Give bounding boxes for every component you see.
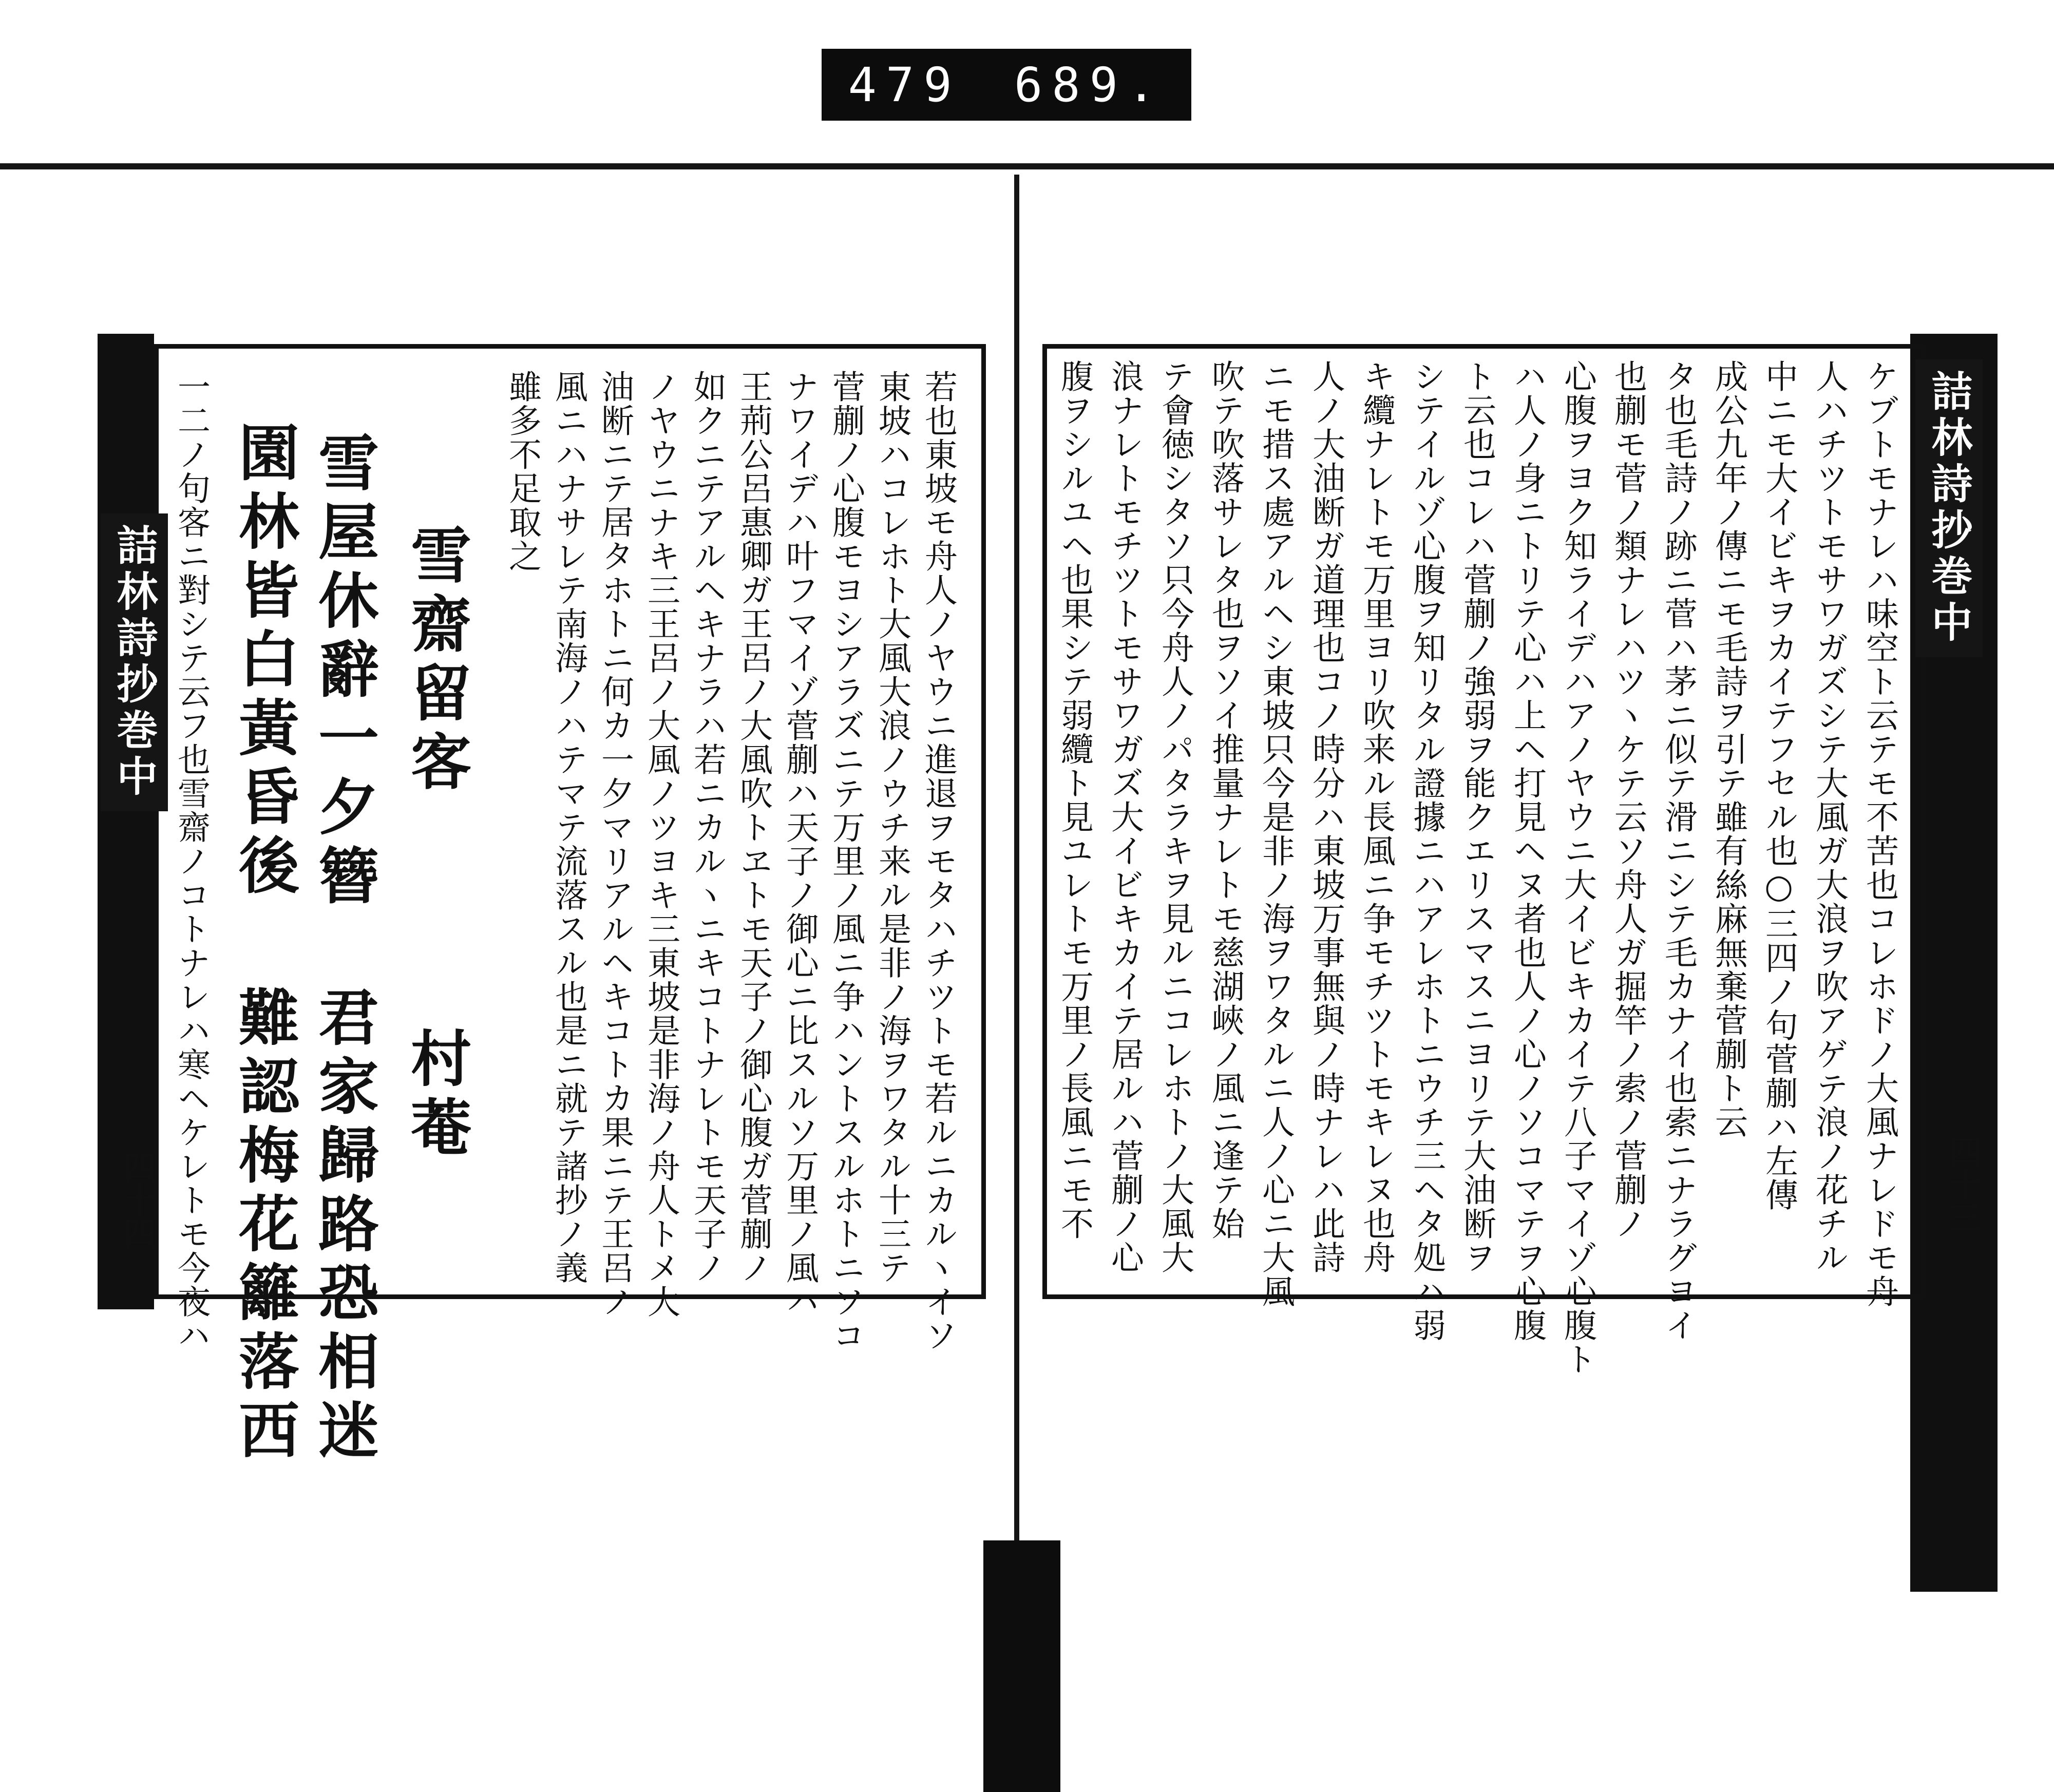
left-commentary-col-2: 東坡ハコレホト大風大浪ノウチ来ル是非ノ海ヲワタル十三テ — [873, 370, 911, 1285]
right-commentary-col-7: 心腹ヲヨク知ライデハアノヤウニ大イビキカイテ八子マイゾ心腹ト — [1558, 359, 1596, 1376]
poem-line-3: 君家歸路恐相迷 — [308, 986, 379, 1467]
catalog-label — [822, 49, 1191, 121]
right-commentary-col-5: タ也毛詩ノ跡ニ菅ハ茅ニ似テ滑ニシテ毛カナイ也索ニナラグヨイ — [1659, 359, 1697, 1342]
right-commentary-col-9: ト云也コレハ菅蒯ノ強弱ヲ能クエリスマスニヨリテ大油断ヲ — [1458, 359, 1496, 1274]
poem-author: 村菴 — [401, 1027, 472, 1165]
top-rule — [0, 163, 2054, 169]
left-commentary-after: 一二ノ句客ニ對シテ云フ也雪齋ノコトナレハ寒ヘケレトモ今夜ハ — [172, 370, 210, 1352]
poem-line-2: 園林皆白黃昏後 — [229, 421, 300, 903]
left-commentary-col-4: ナワイデハ叶フマイゾ菅蒯ハ天子ノ御心ニ比スルソ万里ノ風ハ — [781, 370, 819, 1319]
left-commentary-col-10: 雖多不足取之 — [503, 370, 541, 573]
right-commentary-col-14: 吹テ吹落サレタ也ヲソイ推量ナレトモ慈湖峽ノ風ニ逢テ始 — [1206, 359, 1244, 1241]
right-title-strip: 詰林詩抄巻中 — [1915, 359, 1983, 657]
left-commentary-col-7: ノヤウニナキ三王呂ノ大風ノツヨキ三東坡是非海ノ舟人トメ大 — [642, 370, 680, 1319]
poem-line-4: 難認梅花籬落西 — [229, 986, 300, 1467]
right-commentary-col-12: 人ノ大油断ガ道理也コノ時分ハ東坡万事無與ノ時ナレハ此詩 — [1307, 359, 1345, 1274]
right-folio: 四十三 — [1943, 1135, 1982, 1233]
right-commentary-col-13: ニモ措ス處アルヘシ東坡只今是非ノ海ヲワタルニ人ノ心ニ大風 — [1257, 359, 1295, 1308]
right-commentary-col-1: ケブトモナレハ味空ト云テモ不苦也コレホドノ大風ナレドモ舟 — [1860, 359, 1898, 1308]
left-commentary-col-5: 王荊公呂惠卿ガ王呂ノ大風吹トヱトモ天子ノ御心腹ガ菅蒯ノ — [734, 370, 772, 1285]
right-commentary-col-2: 人ハチツトモサワガズシテ大風ガ大浪ヲ吹アゲテ浪ノ花チル — [1810, 359, 1848, 1274]
poem-title: 雪齋留客 — [401, 524, 472, 799]
left-commentary-col-9: 風ニハナサレテ南海ノハテマテ流落スル也是ニ就テ諸抄ノ義 — [549, 370, 587, 1285]
left-commentary-col-6: 如クニテアルヘキナラハ若ニカルヽニキコトナレトモ天子ノ — [688, 370, 726, 1285]
left-folio: 四十四 — [118, 1150, 156, 1249]
catalog-number-left: 479 — [848, 57, 961, 112]
right-commentary-col-4: 成公九年ノ傳ニモ毛詩ヲ引テ雖有絲麻無棄菅蒯ト云 — [1709, 359, 1747, 1139]
spine-shadow — [983, 1540, 1060, 1792]
right-commentary-col-17: 腹ヲシルユヘ也果シテ弱纜ト見ユレトモ万里ノ長風ニモ不 — [1055, 359, 1093, 1241]
left-commentary-col-3: 菅蒯ノ心腹モヨシアラズニテ万里ノ風ニ争ハントスルホトニソコ — [827, 370, 865, 1352]
left-title-strip: 詰林詩抄巻中 — [101, 513, 168, 811]
right-commentary-col-10: シテイルゾ心腹ヲ知リタル證據ニハアレホトニウチ三ヘタ処ハ弱 — [1408, 359, 1446, 1342]
right-commentary-col-11: キ纜ナレトモ万里ヨリ吹来ル長風ニ争モチツトモキレヌ也舟 — [1357, 359, 1395, 1274]
left-commentary-col-8: 油断ニテ居タホトニ何カ一夕マリアルヘキコトカ果ニテ王呂ノ — [596, 370, 634, 1319]
right-commentary-col-8: ハ人ノ身ニトリテ心ハ上ヘ打見ヘヌ者也人ノ心ノソコマテヲ心腹 — [1508, 359, 1546, 1342]
poem-line-1: 雪屋休辭一夕簪 — [308, 431, 379, 913]
right-commentary-col-15: テ會徳シタソ只今舟人ノパタラキヲ見ルニコレホトノ大風大 — [1156, 359, 1194, 1274]
right-commentary-col-3: 中ニモ大イビキヲカイテフセル也○三四ノ句菅蒯ハ左傳 — [1760, 359, 1798, 1212]
catalog-number-right: 689. — [1014, 57, 1165, 112]
right-commentary-col-6: 也蒯モ菅ノ類ナレハツヽケテ云ソ舟人ガ掘竿ノ索ノ菅蒯ノ — [1609, 359, 1647, 1241]
right-commentary-col-16: 浪ナレトモチツトモサワガズ大イビキカイテ居ルハ菅蒯ノ心 — [1106, 359, 1144, 1274]
left-commentary-col-1: 若也東坡モ舟人ノヤウニ進退ヲモタハチツトモ若ルニカルヽイソ — [919, 370, 957, 1352]
